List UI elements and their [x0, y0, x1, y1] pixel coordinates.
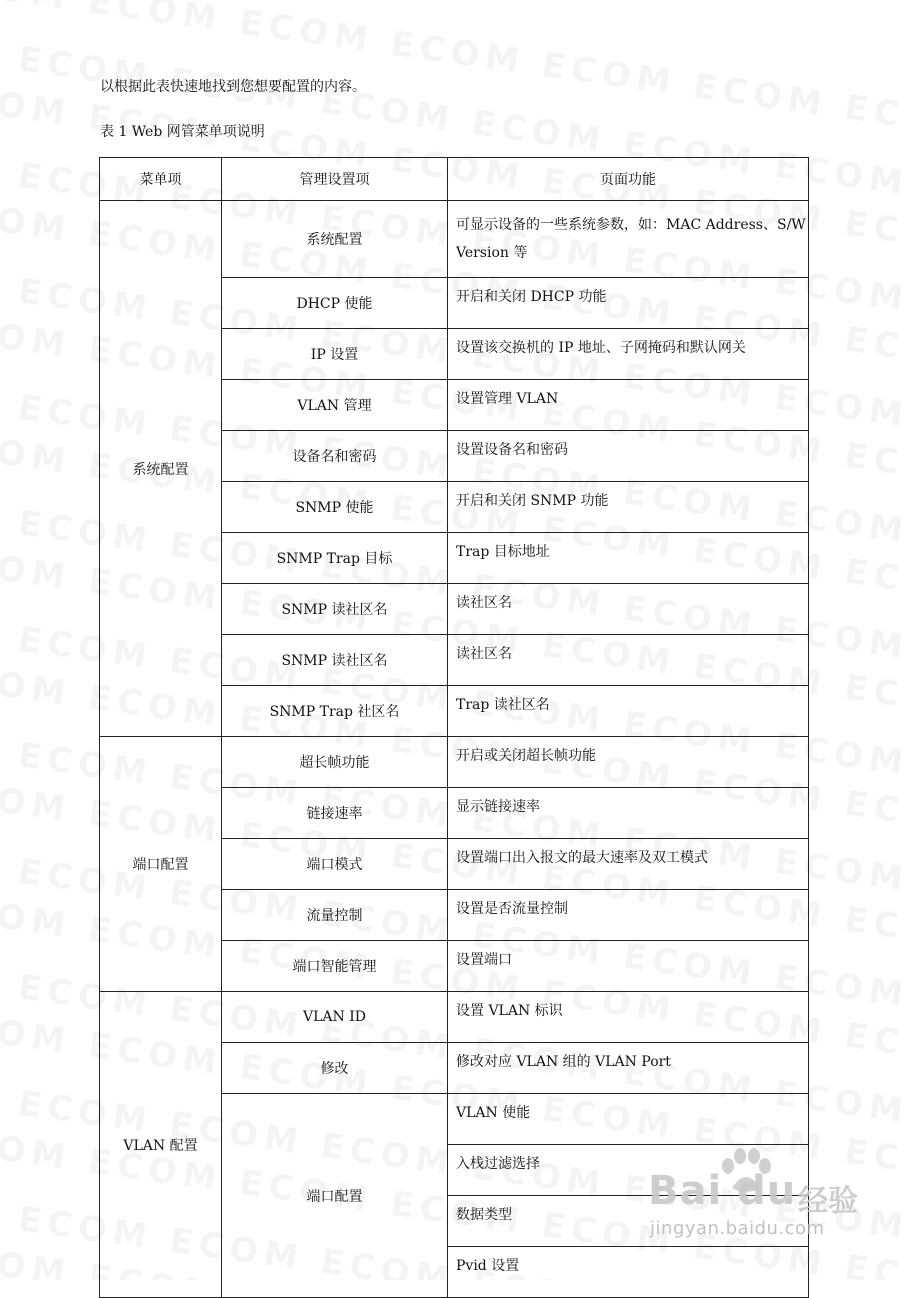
menu-cell-vlan: VLAN 配置: [100, 992, 222, 1298]
function-cell: 读社区名: [448, 635, 809, 686]
function-cell: 开启和关闭 SNMP 功能: [448, 482, 809, 533]
table-row: [100, 992, 809, 1043]
function-cell: 修改对应 VLAN 组的 VLAN Port: [448, 1043, 809, 1094]
function-cell: 开启或关闭超长帧功能: [448, 737, 809, 788]
function-cell: 显示链接速率: [448, 788, 809, 839]
setting-cell: 修改: [222, 1043, 448, 1094]
function-cell: 设置该交换机的 IP 地址、子网掩码和默认网关: [448, 329, 809, 380]
function-cell: 读社区名: [448, 584, 809, 635]
setting-cell: SNMP 读社区名: [222, 584, 448, 635]
setting-cell: SNMP 使能: [222, 482, 448, 533]
function-cell: Trap 读社区名: [448, 686, 809, 737]
function-cell: 设置 VLAN 标识: [448, 992, 809, 1043]
table-row: [100, 201, 809, 278]
function-cell: 入栈过滤选择: [448, 1145, 809, 1196]
function-cell: 可显示设备的一些系统参数，如：MAC Address、S/W Version 等: [448, 201, 809, 278]
function-cell: 设置设备名和密码: [448, 431, 809, 482]
setting-cell: VLAN 管理: [222, 380, 448, 431]
function-cell: 数据类型: [448, 1196, 809, 1247]
jingyan-url: jingyan.baidu.com: [650, 1218, 825, 1239]
setting-cell: 端口智能管理: [222, 941, 448, 992]
setting-cell: DHCP 使能: [222, 278, 448, 329]
function-cell: 设置端口: [448, 941, 809, 992]
setting-cell: 链接速率: [222, 788, 448, 839]
setting-cell: 流量控制: [222, 890, 448, 941]
menu-cell-system: 系统配置: [100, 201, 222, 737]
menu-items-table: [99, 157, 809, 1298]
setting-cell: 系统配置: [222, 201, 448, 278]
function-cell: 开启和关闭 DHCP 功能: [448, 278, 809, 329]
setting-cell: SNMP 读社区名: [222, 635, 448, 686]
function-cell: Trap 目标地址: [448, 533, 809, 584]
baidu-jingyan-logo: [648, 1148, 868, 1248]
table-row: [100, 737, 809, 788]
setting-cell: IP 设置: [222, 329, 448, 380]
intro-text: 以根据此表快速地找到您想要配置的内容。: [100, 79, 366, 95]
setting-cell: SNMP Trap 目标: [222, 533, 448, 584]
setting-cell-port-config: 端口配置: [222, 1094, 448, 1298]
setting-cell: SNMP Trap 社区名: [222, 686, 448, 737]
table-header-row: [100, 158, 809, 201]
function-cell: Pvid 设置: [448, 1247, 809, 1298]
header-menu: 菜单项: [100, 158, 222, 201]
setting-cell: VLAN ID: [222, 992, 448, 1043]
setting-cell: 超长帧功能: [222, 737, 448, 788]
setting-cell: 端口模式: [222, 839, 448, 890]
header-function: 页面功能: [448, 158, 809, 201]
jingyan-text: 经验: [798, 1184, 858, 1219]
function-cell: 设置管理 VLAN: [448, 380, 809, 431]
header-setting: 管理设置项: [222, 158, 448, 201]
function-cell: 设置端口出入报文的最大速率及双工模式: [448, 839, 809, 890]
table-caption: 表 1 Web 网管菜单项说明: [100, 124, 265, 140]
function-cell: 设置是否流量控制: [448, 890, 809, 941]
function-cell: VLAN 使能: [448, 1094, 809, 1145]
setting-cell: 设备名和密码: [222, 431, 448, 482]
baidu-brand-text: Bai du: [648, 1168, 797, 1214]
menu-cell-port: 端口配置: [100, 737, 222, 992]
